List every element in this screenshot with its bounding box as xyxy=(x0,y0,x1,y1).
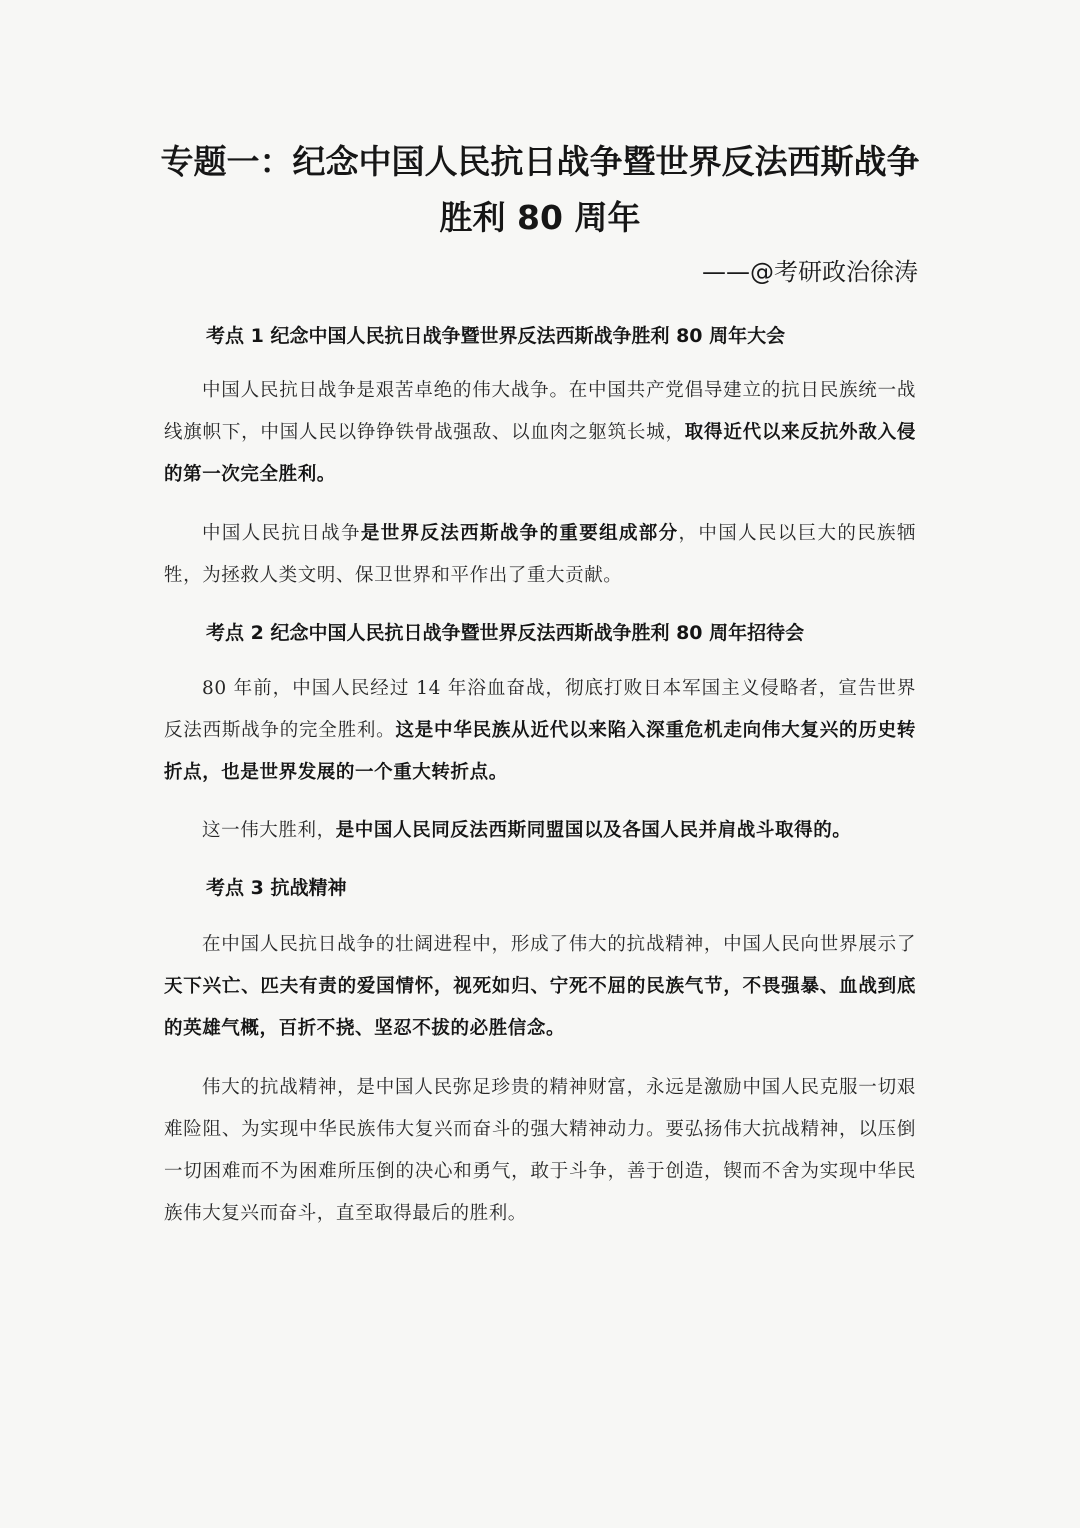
paragraph-text: 80 年前，中国人民经过 14 年浴血奋战，彻底打败日本军国主义侵略者，宣告世界反法西斯战争的完全胜利。 xyxy=(164,678,916,741)
document-title-line-2: 胜利 80 周年 xyxy=(439,198,641,237)
section-2-heading: 考点 2 纪念中国人民抗日战争暨世界反法西斯战争胜利 80 周年招待会 xyxy=(206,622,805,644)
section-1-heading: 考点 1 纪念中国人民抗日战争暨世界反法西斯战争胜利 80 周年大会 xyxy=(206,325,786,347)
section-1-paragraph-2 xyxy=(164,513,916,597)
paragraph-emphasis: 这是中华民族从近代以来陷入深重危机走向伟大复兴的历史转折点，也是世界发展的一个重大转折点。 xyxy=(164,720,917,783)
paragraph-emphasis: 是中国人民同反法西斯同盟国以及各国人民并肩战斗取得的。 xyxy=(335,820,852,841)
section-1-paragraph-1 xyxy=(164,370,916,496)
document-title-line-1: 专题一：纪念中国人民抗日战争暨世界反法西斯战争 xyxy=(160,142,920,181)
section-3-paragraph-1 xyxy=(164,924,916,1050)
paragraph-text: 在中国人民抗日战争的壮阔进程中，形成了伟大的抗战精神，中国人民向世界展示了 xyxy=(202,934,916,955)
section-3-paragraph-2 xyxy=(164,1067,916,1235)
section-3-heading: 考点 3 抗战精神 xyxy=(206,877,347,899)
section-2-paragraph-1 xyxy=(164,668,916,794)
paragraph-text: 伟大的抗战精神，是中国人民弥足珍贵的精神财富，永远是激励中国人民克服一切艰难险阻、为实现中华民族伟大复兴而奋斗的强大精神动力。要弘扬伟大抗战精神，以压倒一切困难而不为困难所压倒的决心和勇气，敢于斗争，善于创造，锲而不舍为实现中华民族伟大复兴而奋斗，直至取得最后的胜利。 xyxy=(164,1077,916,1224)
section-2-paragraph-2 xyxy=(164,810,916,852)
author-byline: ——@考研政治徐涛 xyxy=(702,258,918,286)
paragraph-text: 中国人民抗日战争是艰苦卓绝的伟大战争。在中国共产党倡导建立的抗日民族统一战线旗帜下，中国人民以铮铮铁骨战强敌、以血肉之躯筑长城， xyxy=(164,380,916,443)
paragraph-emphasis: 取得近代以来反抗外敌入侵的第一次完全胜利。 xyxy=(164,422,917,485)
paragraph-text: ，中国人民以巨大的民族牺牲，为拯救人类文明、保卫世界和平作出了重大贡献。 xyxy=(164,523,917,586)
paragraph-emphasis: 天下兴亡、匹夫有责的爱国情怀，视死如归、宁死不屈的民族气节，不畏强暴、血战到底的英雄气概，百折不挠、坚忍不拔的必胜信念。 xyxy=(164,976,916,1039)
paragraph-text: 这一伟大胜利， xyxy=(202,820,336,841)
paragraph-emphasis: 是世界反法西斯战争的重要组成部分 xyxy=(360,523,679,544)
paragraph-text: 中国人民抗日战争 xyxy=(202,523,361,544)
